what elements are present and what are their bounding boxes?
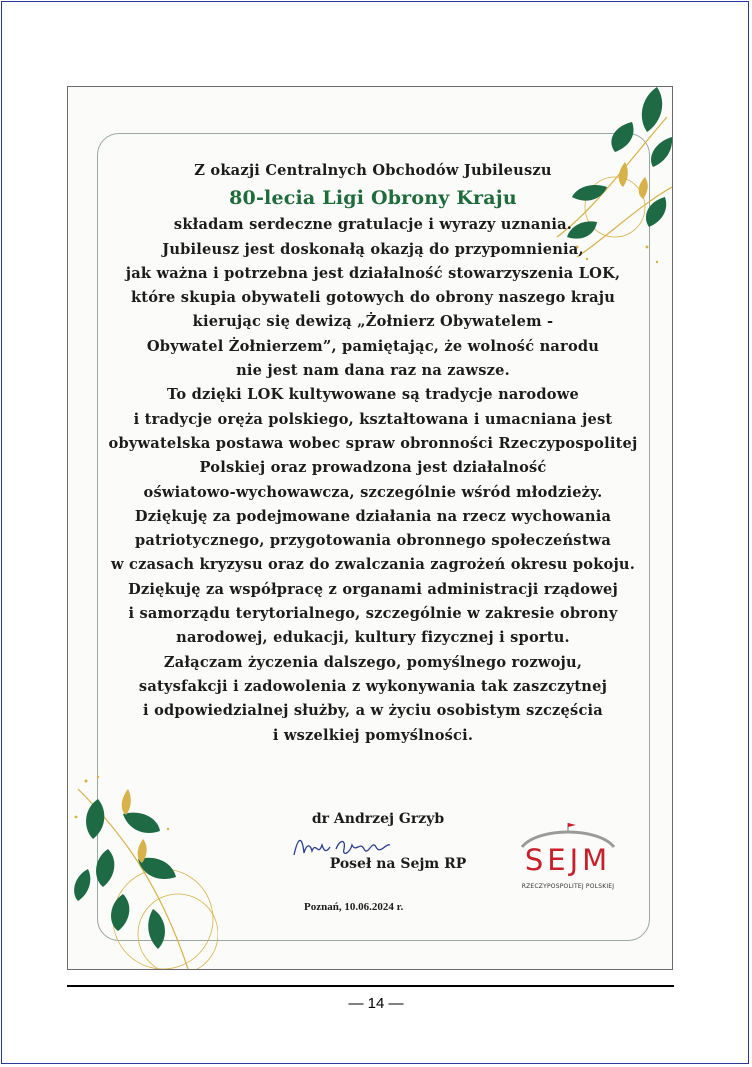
letter-body — [108, 159, 638, 748]
letter-line: Załączam życzenia dalszego, pomyślnego rozwoju, — [163, 653, 583, 671]
page-number: — 14 — — [348, 995, 404, 1012]
letter-line: patriotycznego, przygotowania obronnego społeczeństwa — [134, 532, 612, 550]
letter-line: które skupia obywateli gotowych do obrony naszego kraju — [130, 289, 616, 307]
letter-headline: 80-lecia Ligi Obrony Kraju — [229, 187, 517, 210]
sejm-wordmark: SEJM — [524, 843, 612, 877]
signer-role: Poseł na Sejm RP — [329, 856, 467, 872]
place-date: Poznań, 10.06.2024 r. — [304, 901, 404, 913]
letter-intro: Z okazji Centralnych Obchodów Jubileuszu — [194, 162, 552, 179]
letter-line: obywatelska postawa wobec spraw obronności Rzeczypospolitej — [108, 434, 638, 452]
sejm-subtitle: RZECZYPOSPOLITEJ POLSKIEJ — [521, 883, 615, 890]
letter-line: Dziękuję za podejmowane działania na rzecz wychowania — [134, 507, 612, 525]
letter-line: narodowej, edukacji, kultury fizycznej i sportu. — [176, 629, 570, 647]
letter-line: i odpowiedzialnej służby, a w życiu osobistym szczęścia — [143, 702, 603, 720]
leaves-bottom-left-decoration — [68, 769, 218, 969]
letter-line: w czasach kryzysu oraz do zwalczania zagrożeń okresu pokoju. — [110, 556, 636, 574]
signer-name: dr Andrzej Grzyb — [311, 811, 445, 827]
letter-line: Polskiej oraz prowadzona jest działalność — [199, 459, 547, 477]
letter-line: To dzięki LOK kultywowane są tradycje narodowe — [167, 386, 579, 404]
letter-line: i tradycje oręża polskiego, kształtowana i umacniana jest — [133, 410, 613, 428]
letter-line: oświatowo-wychowawcza, szczególnie wśród młodzieży. — [143, 483, 603, 501]
letter-line: Jubileusz jest doskonałą okazją do przypomnienia, — [162, 240, 584, 258]
letter-line: składam serdeczne gratulacje i wyrazy uznania. — [173, 216, 573, 234]
letter-scan — [67, 86, 673, 970]
letter-line: nie jest nam dana raz na zawsze. — [236, 362, 510, 380]
letter-line: Obywatel Żołnierzem”, pamiętając, że wolność narodu — [146, 337, 600, 355]
sejm-logo — [508, 819, 628, 891]
signature-block — [278, 809, 478, 872]
letter-line: jak ważna i potrzebna jest działalność stowarzyszenia LOK, — [125, 264, 621, 282]
letter-line: Dziękuję za współpracę z organami administracji rządowej — [128, 580, 618, 598]
letter-line: i samorządu terytorialnego, szczególnie w zakresie obrony — [128, 605, 618, 623]
letter-line: satysfakcji i zadowolenia z wykonywania tak zaszczytnej — [138, 677, 608, 695]
footer-divider — [67, 985, 674, 987]
letter-line: kierując się dewizą „Żołnierz Obywatelem - — [192, 313, 554, 331]
letter-line: i wszelkiej pomyślności. — [272, 726, 474, 744]
